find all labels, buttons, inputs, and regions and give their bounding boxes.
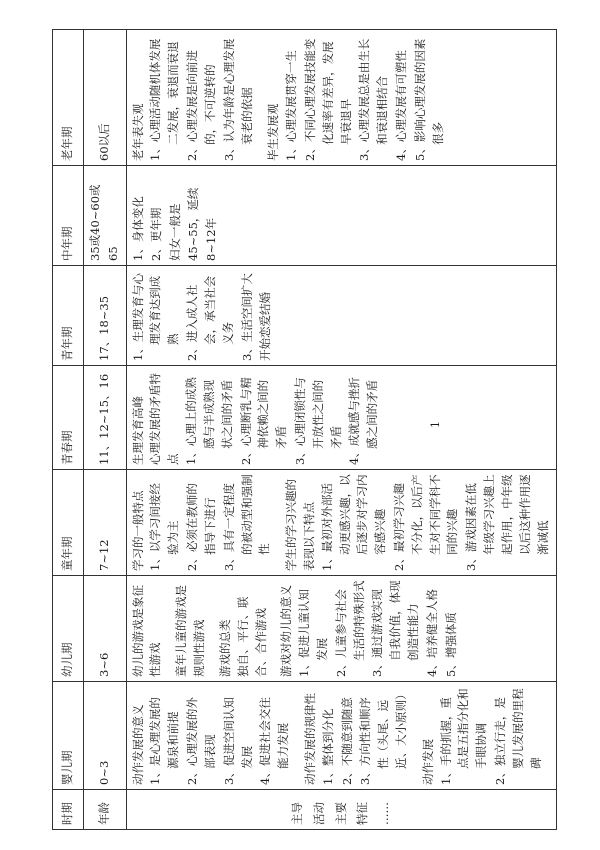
section-heading: 动作发展的规律性	[302, 693, 317, 785]
age-cell: 60以后	[84, 30, 127, 166]
list-item: 3、通过游戏实现自我价值，体现创造性能力	[370, 580, 420, 677]
list-item: 2、最初学习兴趣不分化，以后产生对不同学科不同的兴趣	[392, 474, 460, 571]
list-item: 5、影响心理发展的因素很多	[412, 38, 445, 161]
list-item: 1、手的抓握，重点是五指分化和手眼协调	[438, 688, 489, 785]
list-item: 2、儿童参与社会生活的特殊形式	[333, 580, 366, 677]
header-cell: 童年期	[53, 470, 84, 576]
text-line: 童年儿童的游戏是规则性游戏	[174, 585, 207, 677]
section-heading: 动作发展的意义	[130, 704, 145, 785]
age-cell: 0~3	[84, 682, 127, 790]
list-item: 2、不随意到随意	[339, 697, 354, 785]
list-item: 5、增强体质	[443, 612, 458, 677]
page-number: 1	[429, 421, 442, 428]
rotated-table-wrapper	[52, 30, 552, 830]
header-cell: 时期	[53, 790, 84, 830]
list-item: 3、生活空间扩大	[239, 273, 254, 361]
list-item: 1、最初对外部活动更感兴趣，以后逐步对学习内容感兴趣	[319, 474, 388, 571]
list-item: 开始恋爱结婚	[258, 292, 273, 361]
list-item: 2、独立行走，是婴儿发展的里程碑	[493, 688, 543, 785]
list-item: 3、游戏因素在低年级学习兴趣上起作用，中年级以后这种作用逐渐减低	[464, 474, 550, 571]
adolescence-cell	[126, 366, 557, 470]
age-cell: 年龄	[84, 790, 127, 830]
list-item: 1、身体变化	[130, 196, 145, 261]
header-row	[53, 30, 84, 830]
list-item: 2、进入成人社会，承当社会义务	[185, 275, 235, 361]
section-heading: 毕生发展观	[266, 103, 281, 161]
childhood-cell	[126, 470, 557, 576]
list-item: 3、心理闭锁性与开放性之间的矛盾	[292, 377, 343, 465]
list-item: 1、心理上的成熟感与半成熟现状之间的矛盾	[184, 377, 234, 465]
row-label-line: 主导活动	[289, 802, 326, 825]
text-line: 幼儿的游戏是象征性游戏	[130, 585, 163, 677]
middle-age-cell	[126, 166, 557, 266]
list-item: 2、更年期	[149, 207, 164, 261]
header-cell: 中年期	[53, 166, 84, 266]
list-item: 4、成就感与挫折感之间的矛盾	[347, 377, 380, 465]
list-item: 1、心理活动随机体发展二发展，衰退而衰退	[148, 38, 181, 161]
list-item: 1、是心理发展的源泉和前提	[148, 697, 181, 785]
list-item: 3、方向性和顺序性（头尾、远近、大小原则）	[358, 688, 408, 785]
list-item: 3、促进空间认知发展	[221, 697, 254, 785]
list-item: 2、心理发展的外部表现	[185, 697, 217, 785]
list-item: 4、培养健全人格	[424, 589, 439, 677]
text-line: 心理发展的矛盾特点	[148, 373, 181, 465]
header-cell: 婴儿期	[53, 682, 84, 790]
list-item: 4、促进社会交往能力发展	[258, 697, 291, 785]
header-cell: 青春期	[53, 366, 84, 470]
age-cell: 35或40~60或65	[84, 166, 127, 266]
section-heading: 动作发展	[420, 739, 435, 785]
list-item: 1、促进儿童认知发展	[297, 589, 329, 677]
age-cell: 3~6	[84, 576, 127, 682]
list-item: 3、认为年龄是心理发展衰老的依据	[221, 38, 254, 161]
list-item: 2、不同心理发展技能变化速率有差异，发展早衰退早	[302, 38, 353, 161]
list-item: 1、整体到分化	[320, 708, 335, 785]
section-heading: 学生的学习兴趣的表现以下特点	[284, 479, 316, 571]
old-age-cell	[126, 30, 557, 166]
age-cell: 11、12~15、16	[84, 366, 127, 470]
early-childhood-cell	[126, 576, 557, 682]
text-line: 妇女一般是45~55，延续8~12年	[168, 187, 218, 261]
development-stages-table	[52, 29, 557, 830]
text-line: 独自、平行、联合、合作游戏	[235, 596, 268, 677]
list-item: 1、心理发展贯穿一生	[284, 50, 299, 161]
section-heading: 老年表失观	[130, 103, 145, 161]
age-cell: 7~12	[84, 470, 127, 576]
list-item: 3、心理发展总是由生长和衰退相结合	[357, 38, 390, 161]
age-row	[84, 30, 127, 830]
text-line: 生理发育高峰	[130, 396, 145, 465]
row-label-line: ……	[377, 802, 392, 825]
list-item: 4、心理发展有可塑性	[394, 50, 408, 161]
list-item: 1、以学习间接经验为主	[148, 483, 181, 571]
content-row	[126, 30, 557, 830]
youth-cell	[126, 266, 557, 366]
header-cell: 青年期	[53, 266, 84, 366]
section-heading: 学习的一般特点	[130, 490, 145, 571]
list-item: 2、必须在教师的指导下进行	[185, 483, 217, 571]
section-heading: 游戏对幼儿的意义	[279, 585, 294, 677]
header-cell: 幼儿期	[53, 576, 84, 682]
list-item: 1、生理发育与心理发育达到成熟	[130, 273, 181, 361]
age-cell: 17、18~35	[84, 266, 127, 366]
row-label-cell	[126, 790, 557, 830]
row-label-line: 主要特征	[333, 802, 370, 825]
list-item: 2、心理发展是向前进的，不可逆转的	[185, 50, 217, 161]
list-item: 3、具有一定程度的被动型和强制性	[221, 474, 272, 571]
infancy-cell	[126, 682, 557, 790]
header-cell: 老年期	[53, 30, 84, 166]
list-item: 2、心理断乳与精神依赖之间的矛盾	[238, 377, 289, 465]
text-line: 游戏的总类	[217, 619, 232, 677]
